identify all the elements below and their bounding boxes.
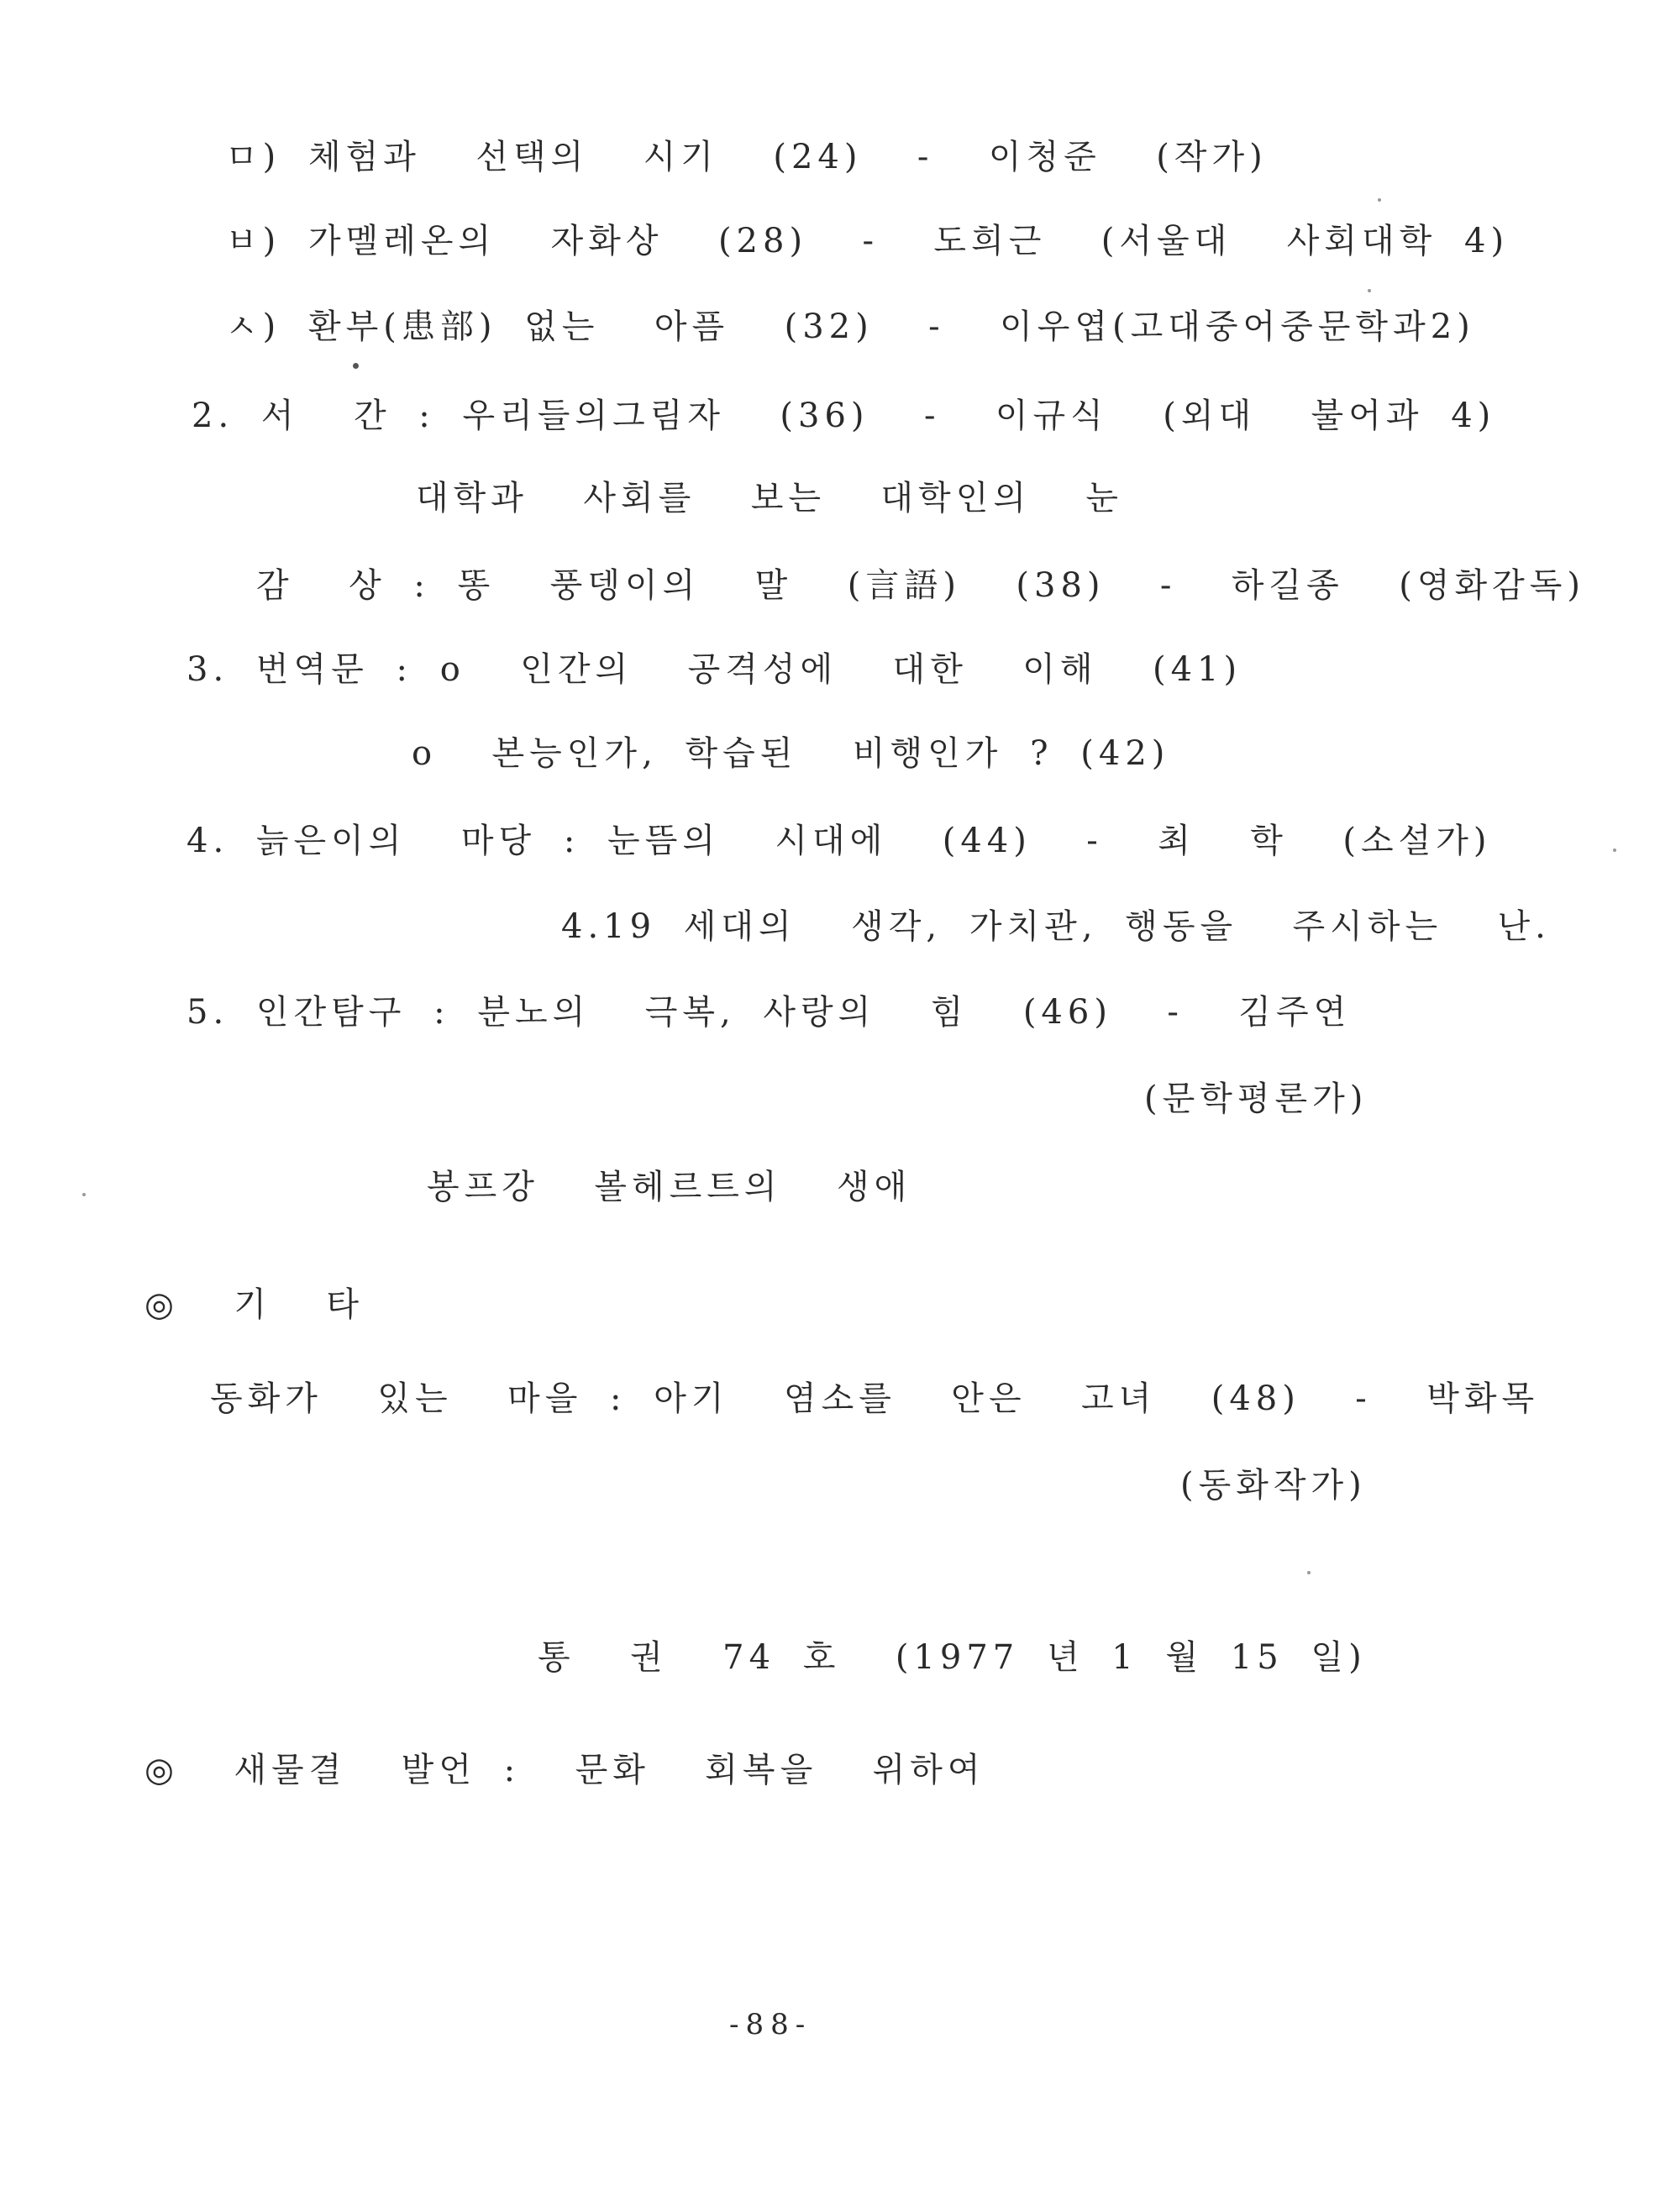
page-number: -88- (729, 2008, 812, 2041)
ink-speck (353, 363, 359, 369)
toc-section-2-subtitle: 대학과 사회를 보는 대학인의 눈 (416, 479, 1124, 518)
toc-children-story-author-title: (동화작가) (1180, 1466, 1367, 1505)
ink-speck (1368, 289, 1371, 292)
toc-section-5-inquiry: 5. 인간탐구 : 분노의 극복, 사랑의 힘 (46) - 김주연 (186, 993, 1352, 1032)
toc-entry-b: ㅂ) 가멜레온의 자화상 (28) - 도희근 (서울대 사회대학 4) (225, 222, 1510, 260)
toc-section-4-elders: 4. 늙은이의 마당 : 눈뜸의 시대에 (44) - 최 학 (소설가) (186, 822, 1492, 860)
toc-section-3-translation: 3. 번역문 : o 인간의 공격성에 대한 이해 (41) (186, 650, 1242, 689)
ink-speck (82, 1193, 86, 1196)
ink-speck (1307, 1571, 1311, 1574)
toc-section-5-subtitle: 봉프강 볼헤르트의 생애 (427, 1168, 912, 1206)
toc-children-story-entry: 동화가 있는 마을 : 아기 염소를 안은 고녀 (48) - 박화목 (210, 1379, 1540, 1418)
toc-section-4-subtitle: 4.19 세대의 생각, 가치관, 행동을 주시하는 난. (561, 907, 1551, 946)
toc-entry-m: ㅁ) 체험과 선택의 시기 (24) - 이청준 (작가) (225, 138, 1268, 176)
toc-appreciation-entry: 감 상 : 똥 풍뎅이의 말 (言語) (38) - 하길종 (영화감독) (256, 566, 1585, 605)
toc-new-wave-entry: ◎ 새물결 발언 : 문화 회복을 위하여 (144, 1751, 985, 1789)
toc-section-2-letters: 2. 서 간 : 우리들의그림자 (36) - 이규식 (외대 불어과 4) (192, 397, 1496, 435)
ink-speck (1613, 849, 1616, 852)
toc-entry-s: ㅅ) 환부(患部) 없는 아픔 (32) - 이우엽(고대중어중문학과2) (225, 307, 1475, 346)
issue-heading: 통 권 74 호 (1977 년 1 월 15 일) (538, 1638, 1367, 1677)
ink-speck (1378, 198, 1381, 202)
toc-section-3-item-2: o 본능인가, 학습된 비행인가 ? (42) (412, 734, 1170, 773)
toc-section-5-author-title: (문학평론가) (1144, 1080, 1368, 1118)
toc-other-heading: ◎ 기 타 (144, 1285, 365, 1324)
